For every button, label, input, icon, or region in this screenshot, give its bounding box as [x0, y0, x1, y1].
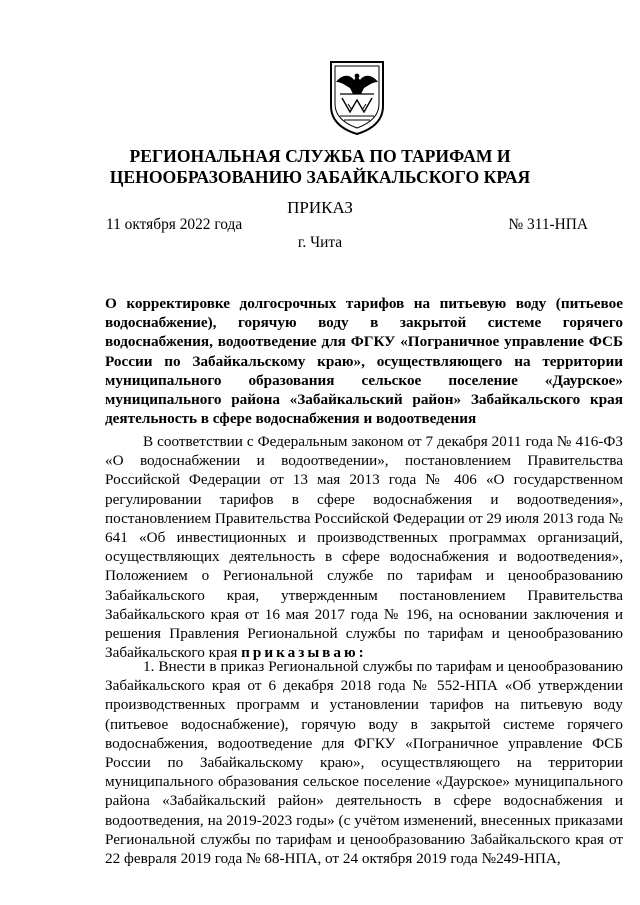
preamble-text: В соответствии с Федеральным законом от 7 декабря 2011 года № 416-ФЗ «О водоснабжении и водоотведении», постановлением Правительства Российской Федерации от 13 мая 2013 года № 406 «О государственном регулировании тарифов в сфере водоснабжения и водоотведения», постановлением Правительства Российской Федерации от 29 июля 2013 года № 641 «Об инвестиционных и производственных программах организаций, осуществляющих деятельность в сфере водоснабжения и водоотведения», Положением о Региональной службе по тарифам и ценообразованию Забайкальского края, утвержденным постановлением Правительства Забайкальского края от 16 мая 2017 года № 196, на основании заключения и решения Правления Региональной службы по тарифам и ценообразованию Забайкальского края	[105, 433, 623, 662]
item-1-paragraph: 1. Внести в приказ Региональной службы по тарифам и ценообразованию Забайкальского края от 6 декабря 2018 года № 552-НПА «Об утверждении производственных программ и установлении тарифов на питьевую воду (питьевое водоснабжение), горячую воду в закрытой системе горячего водоснабжения, водоотведение для ФГКУ «Пограничное управление ФСБ России по Забайкальскому краю», осуществляющего на территории муниципального образования сельское поселение «Даурское» муниципального района «Забайкальский район» деятельность в сфере водоснабжения и водоотведения, на 2019-2023 годы» (с учётом изменений, внесенных приказами Региональной службы по тарифам и ценообразованию Забайкальского края от 22 февраля 2019 года № 68-НПА, от 24 октября 2019 года №249-НПА,	[105, 658, 623, 868]
organization-name	[0, 146, 640, 188]
order-word: приказываю:	[241, 644, 367, 662]
preamble-paragraph	[105, 432, 623, 662]
document-date: 11 октября 2022 года	[106, 216, 243, 233]
document-number: № 311-НПА	[508, 216, 588, 233]
document-city: г. Чита	[297, 234, 343, 251]
emblem-icon	[328, 60, 386, 136]
order-subject: О корректировке долгосрочных тарифов на питьевую воду (питьевое водоснабжение), горячую воду в закрытой системе горячего водоснабжения, водоотведение для ФГКУ «Пограничное управление ФСБ России по Забайкальскому краю», осуществляющего на территории муниципального образования сельское поселение «Даурское» муниципального района «Забайкальский район» Забайкальского края деятельность в сфере водоснабжения и водоотведения	[105, 295, 623, 428]
organization-name-line1: РЕГИОНАЛЬНАЯ СЛУЖБА ПО ТАРИФАМ И	[129, 146, 511, 166]
organization-name-line2: ЦЕНООБРАЗОВАНИЮ ЗАБАЙКАЛЬСКОГО КРАЯ	[109, 167, 531, 187]
document-type: ПРИКАЗ	[287, 198, 353, 217]
